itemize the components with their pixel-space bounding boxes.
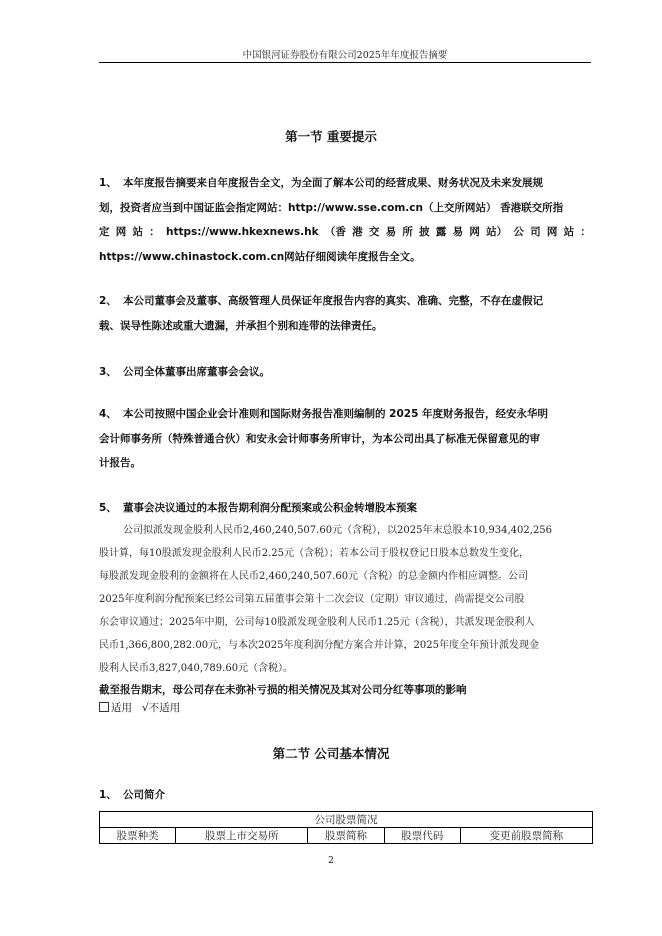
section-2-item-1 — [99, 786, 591, 804]
company-profile-heading: 公司简介 — [123, 789, 165, 801]
table-header-cell: 股票种类 — [100, 828, 176, 844]
item-2-number: 2、 — [99, 295, 117, 307]
profit-line-6: 民币1,366,800,282.00元，与本次2025年度利润分配方案合并计算，2025年度全年预计派发现金 — [99, 640, 539, 651]
item-1-line-3-segment: 露 — [435, 226, 447, 238]
item-1-line-3-segment: 网 — [546, 226, 558, 238]
item-5 — [99, 496, 591, 521]
table-header-cell: 股票代码 — [384, 828, 460, 844]
item-1-line-3-segment: 站 — [563, 226, 575, 238]
item-1-line-3-segment: 站 — [132, 226, 143, 238]
applicability-options — [99, 700, 180, 715]
not-applicable-label: 不适用 — [148, 702, 181, 714]
item-1-line-3-segment: ： — [580, 226, 591, 238]
item-2 — [99, 289, 591, 338]
item-4-line-2: 会计师事务所（特殊普通合伙）和安永会计师事务所审计，为本公司出具了标准无保留意见的审 — [99, 432, 540, 445]
profit-distribution-text — [99, 519, 591, 680]
item-1-line-3-segment: https://www.hkexnews.hk — [166, 226, 319, 238]
item-1-line-3-segment: 网 — [469, 226, 480, 238]
item-5-heading: 董事会决议通过的本报告期利润分配预案或公积金转增股本预案 — [123, 502, 417, 514]
profit-line-4: 2025年度利润分配预案已经公司第五届董事会第十二次会议（定期）审议通过，尚需提交公司股 — [99, 594, 525, 605]
section-2-title: 第二节 公司基本情况 — [272, 746, 390, 761]
check-mark-icon: √ — [142, 702, 149, 714]
item-1-line-3 — [99, 220, 591, 245]
item-1-line-3-segment: 港 — [352, 226, 363, 238]
stock-overview-table — [99, 811, 593, 844]
item-4-line-1: 本公司按照中国企业会计准则和国际财务报告准则编制的 2025 年度财务报告，经安永华明 — [123, 408, 549, 420]
table-title: 公司股票简况 — [100, 812, 593, 828]
item-1-line-3-segment: 披 — [419, 226, 430, 238]
item-1-line-3-segment: （香 — [324, 226, 346, 238]
item-1-number: 1、 — [99, 177, 117, 189]
item-1-line-3-segment: 网 — [115, 226, 127, 238]
profit-line-3: 每股派发现金股利的金额将在人民币2,460,240,507.60元（含税）的总金额内作相应调整。公司 — [99, 571, 529, 582]
item-1-line-3-segment: 所 — [402, 226, 413, 238]
deficit-heading: 截至报告期末，母公司存在未弥补亏损的相关情况及其对公司分红等事项的影响 — [99, 684, 467, 696]
item-1-line-4: https://www.chinastock.com.cn网站仔细阅读年度报告全文。 — [99, 250, 421, 263]
item-2-line-1: 本公司董事会及董事、高级管理人员保证年度报告内容的真实、准确、完整，不存在虚假记 — [123, 295, 543, 307]
item-1-line-3-segment: 定 — [99, 226, 110, 238]
item-1 — [99, 171, 591, 269]
section-2-item-1-number: 1、 — [99, 789, 117, 801]
table-header-row — [100, 828, 593, 844]
item-2-line-2: 载、误导性陈述或重大遗漏，并承担个别和连带的法律责任。 — [99, 319, 383, 332]
item-1-line-2: 划，投资者应当到中国证监会指定网站：http://www.sse.com.cn（上交所网站） 香港联交所指 — [99, 201, 564, 214]
item-1-line-3-segment: 交 — [368, 226, 380, 238]
item-1-line-3-segment: 易 — [452, 226, 464, 238]
item-4 — [99, 402, 591, 476]
item-1-line-3-segment: 公 — [513, 226, 524, 238]
section-1-title: 第一节 重要提示 — [285, 129, 377, 144]
item-3-number: 3、 — [99, 366, 117, 378]
profit-line-7: 股利人民币3,827,040,789.60元（含税）。 — [99, 663, 294, 674]
table-header-cell: 股票简称 — [308, 828, 384, 844]
item-3-line-1: 公司全体董事出席董事会会议。 — [123, 366, 270, 378]
item-4-number: 4、 — [99, 408, 117, 420]
applicable-label: 适用 — [111, 702, 132, 714]
table-header-cell: 股票上市交易所 — [176, 828, 308, 844]
applicable-checkbox[interactable] — [99, 702, 109, 712]
table-header-cell: 变更前股票简称 — [460, 828, 592, 844]
item-4-line-3: 计报告。 — [99, 457, 141, 469]
profit-line-5: 东会审议通过；2025年中期，公司每10股派发现金股利人民币1.25元（含税），共派发现金股利人 — [99, 617, 535, 628]
item-1-line-1: 本年度报告摘要来自年度报告全文，为全面了解本公司的经营成果、财务状况及未来发展规 — [123, 177, 543, 189]
item-1-line-3-segment: ： — [149, 226, 160, 238]
item-1-line-3-segment: 站） — [486, 226, 508, 238]
page-number: 2 — [328, 856, 334, 866]
item-5-number: 5、 — [99, 502, 117, 514]
profit-line-2: 股计算，每10股派发现金股利人民币2.25元（含税）；若本公司于股权登记日股本总数发生变化， — [99, 548, 529, 559]
item-1-line-3-segment: 易 — [385, 226, 397, 238]
profit-line-1: 公司拟派发现金股利人民币2,460,240,507.60元（含税），以2025年末总股本10,934,402,256 — [123, 525, 553, 536]
item-1-line-3-segment: 司 — [530, 226, 541, 238]
page-header-title: 中国银河证券股份有限公司2025年年度报告摘要 — [242, 50, 448, 61]
item-3 — [99, 360, 591, 385]
header-rule — [99, 62, 591, 63]
